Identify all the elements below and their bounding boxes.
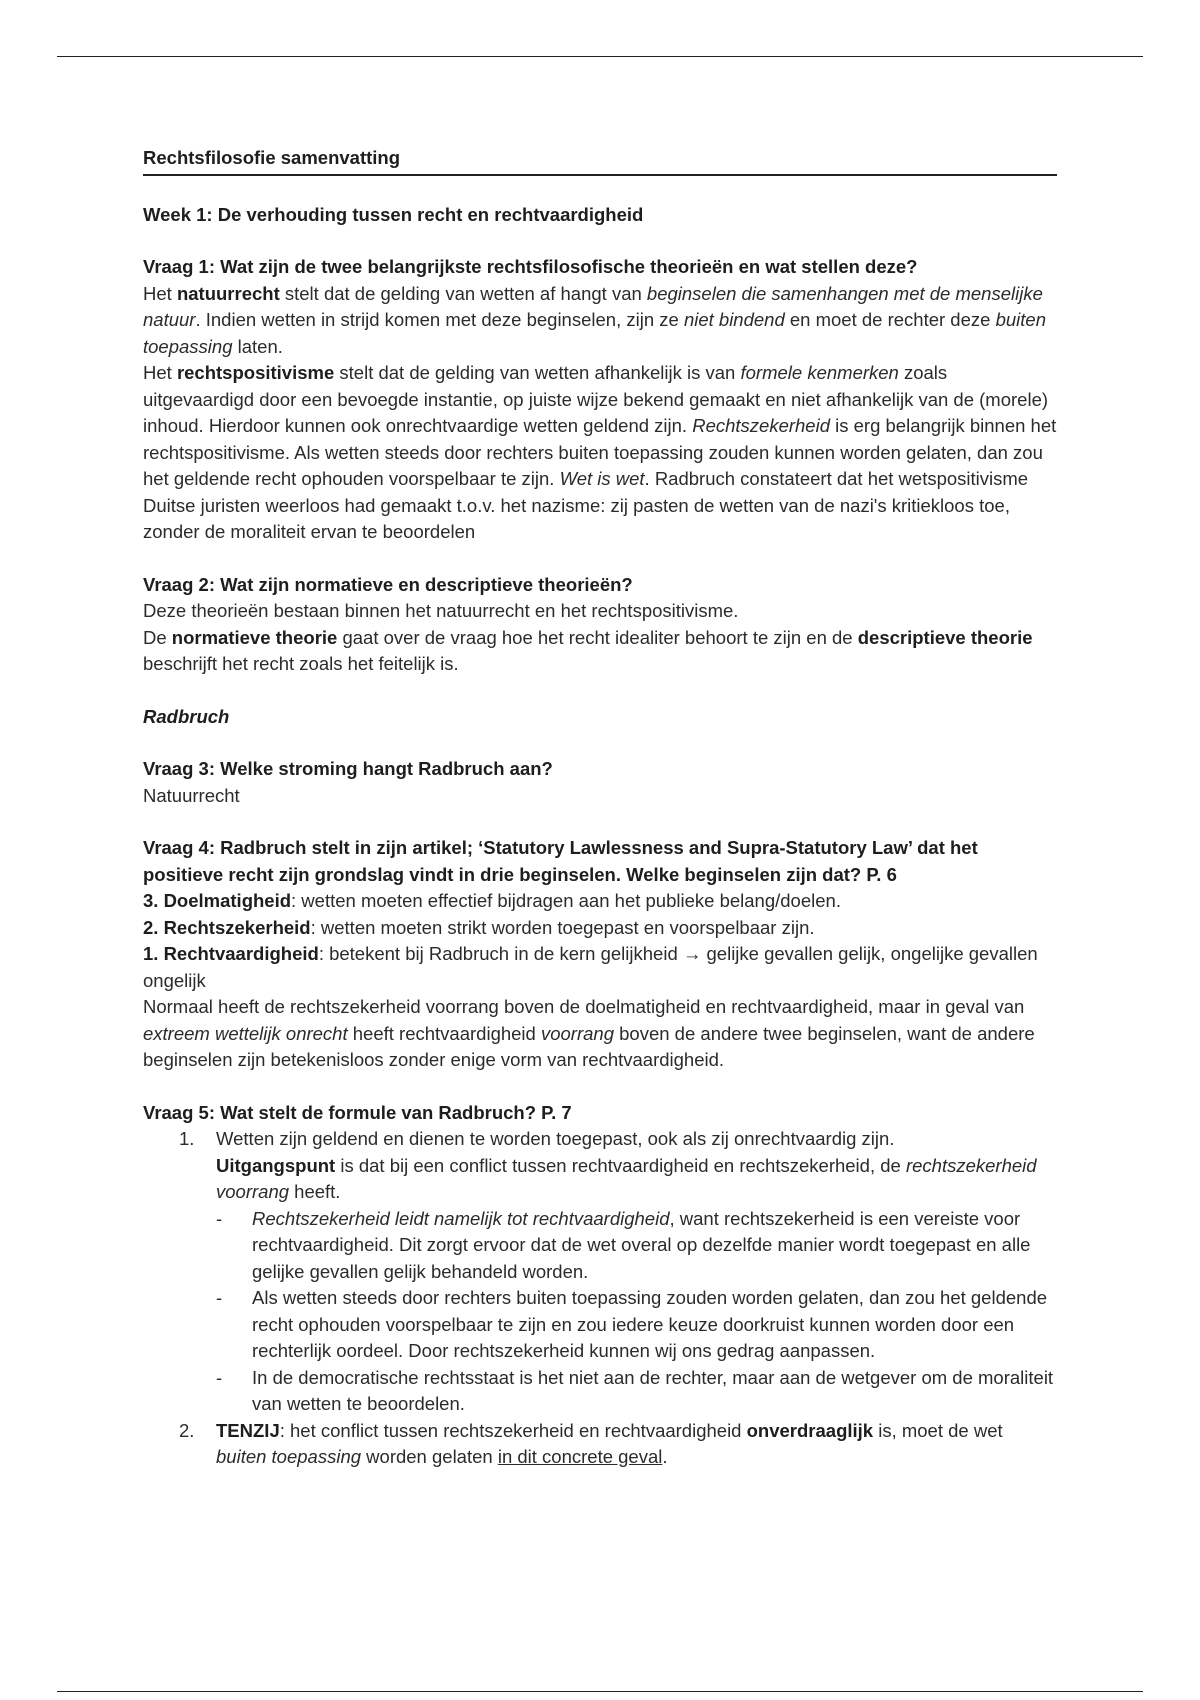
question-3-answer: Natuurrecht [143, 784, 240, 806]
week-heading: Week 1: De verhouding tussen recht en rechtvaardigheid [143, 203, 644, 225]
list-item: 1. Wetten zijn geldend en dienen te worden toegepast, ook als zij onrechtvaardig zijn. Uitgangspunt is dat bij een conflict tussen rechtvaardigheid en rechtszekerheid, de rechtszekerheid voorrang heeft. - Rechtszekerheid leidt namelijk tot rechtvaardigheid, want rechtszekerheid is een vereiste voor rechtvaardigheid. Dit zorgt ervoor dat de wet overal op dezelfde manier wordt toegepast en alle gelijke gevallen gelijk behandeld worden. - Als wetten steeds door rechters buiten toepassing zouden worden gelaten, dan zou het geldende recht ophouden voorspelbaar te zijn en zou iedere keuze doorkruist kunnen worden door een rechterlijk oordeel. Door rechtszekerheid kunnen wij ons gedrag aanpassen. - In de democratische rechtsstaat is het niet aan de rechter, maar aan de wetgever om de moraliteit van wetten te beoordelen. [143, 1126, 1057, 1418]
list-item: - Rechtszekerheid leidt namelijk tot rechtvaardigheid, want rechtszekerheid is een vereiste voor rechtvaardigheid. Dit zorgt ervoor dat de wet overal op dezelfde manier wordt toegepast en alle gelijke gevallen gelijk behandeld worden. [216, 1207, 1031, 1282]
list-number: 1. [179, 1128, 195, 1149]
question-2-heading: Vraag 2: Wat zijn normatieve en descriptieve theorieën? [143, 573, 633, 595]
header-rule [57, 56, 1143, 57]
list-item: 2. TENZIJ: het conflict tussen rechtszekerheid en rechtvaardigheid onverdraaglijk is, moet de wet buiten toepassing worden gelaten in dit concrete geval. [179, 1419, 1003, 1467]
question-1-paragraph-natuurrecht: Het natuurrecht stelt dat de gelding van wetten af hangt van beginselen die samenhangen met de menselijke natuur. Indien wetten in strijd komen met deze beginselen, zijn ze niet bindend en moet de rechter deze buiten toepassing laten. [143, 282, 1046, 357]
principle-rechtszekerheid: 2. Rechtszekerheid: wetten moeten strikt worden toegepast en voorspelbaar zijn. [143, 916, 815, 938]
list-number: 2. [179, 1419, 195, 1441]
question-4-paragraph: Normaal heeft de rechtszekerheid voorrang boven de doelmatigheid en rechtvaardigheid, maar in geval van extreem wettelijk onrecht heeft rechtvaardigheid voorrang boven de andere twee beginselen, want de andere beginselen zijn betekenisloos zonder enige vorm van rechtvaardigheid. [143, 996, 1035, 1070]
principle-rechtvaardigheid: 1. Rechtvaardigheid: betekent bij Radbruch in de kern gelijkheid → gelijke gevallen gelijk, ongelijke gevallen ongelijk [143, 943, 1038, 991]
list-item: - In de democratische rechtsstaat is het niet aan de rechter, maar aan de wetgever om de moraliteit van wetten te beoordelen. [216, 1366, 1054, 1414]
sub-list [216, 1206, 1057, 1418]
formula-list [143, 1126, 1057, 1471]
principle-doelmatigheid: 3. Doelmatigheid: wetten moeten effectief bijdragen aan het publieke belang/doelen. [143, 890, 841, 911]
question-3-heading: Vraag 3: Welke stroming hangt Radbruch aan? [143, 758, 553, 779]
question-1-heading: Vraag 1: Wat zijn de twee belangrijkste rechtsfilosofische theorieën en wat stellen deze? [143, 256, 918, 277]
question-2-paragraph-2: De normatieve theorie gaat over de vraag hoe het recht idealiter behoort te zijn en de descriptieve theorie beschrijft het recht zoals het feitelijk is. [143, 626, 1033, 674]
question-1-paragraph-rechtspositivisme: Het rechtspositivisme stelt dat de gelding van wetten afhankelijk is van formele kenmerken zoals uitgevaardigd door een bevoegde instantie, op juiste wijze bekend gemaakt en niet afhankelijk van de (morele) inhoud. Hierdoor kunnen ook onrechtvaardige wetten geldend zijn. Rechtszekerheid is erg belangrijk binnen het rechtspositivisme. Als wetten steeds door rechters buiten toepassing zouden kunnen worden gelaten, dan zou het geldende recht ophouden voorspelbaar te zijn. Wet is wet. Radbruch constateert dat het wetspositivisme Duitse juristen weerloos had gemaakt t.o.v. het nazisme: zij pasten de wetten van de nazi's kritiekloos toe, zonder de moraliteit ervan te beoordelen [143, 362, 1057, 542]
footer-rule [57, 1691, 1143, 1692]
question-4-heading: Vraag 4: Radbruch stelt in zijn artikel; ‘Statutory Lawlessness and Supra-Statutory Law’ dat het positieve recht zijn grondslag vindt in drie beginselen. Welke beginselen zijn dat? P. 6 [143, 837, 978, 885]
question-5-heading: Vraag 5: Wat stelt de formule van Radbruch? P. 7 [143, 1101, 572, 1123]
section-heading-radbruch: Radbruch [143, 705, 230, 727]
list-item: - Als wetten steeds door rechters buiten toepassing zouden worden gelaten, dan zou het geldende recht ophouden voorspelbaar te zijn en zou iedere keuze doorkruist kunnen worden door een rechterlijk oordeel. Door rechtszekerheid kunnen wij ons gedrag aanpassen. [216, 1287, 1048, 1361]
document-title: Rechtsfilosofie samenvatting [143, 145, 1057, 176]
question-2-paragraph-1: Deze theorieën bestaan binnen het natuurrecht en het rechtspositivisme. [143, 600, 739, 621]
document-body [143, 145, 1057, 1471]
